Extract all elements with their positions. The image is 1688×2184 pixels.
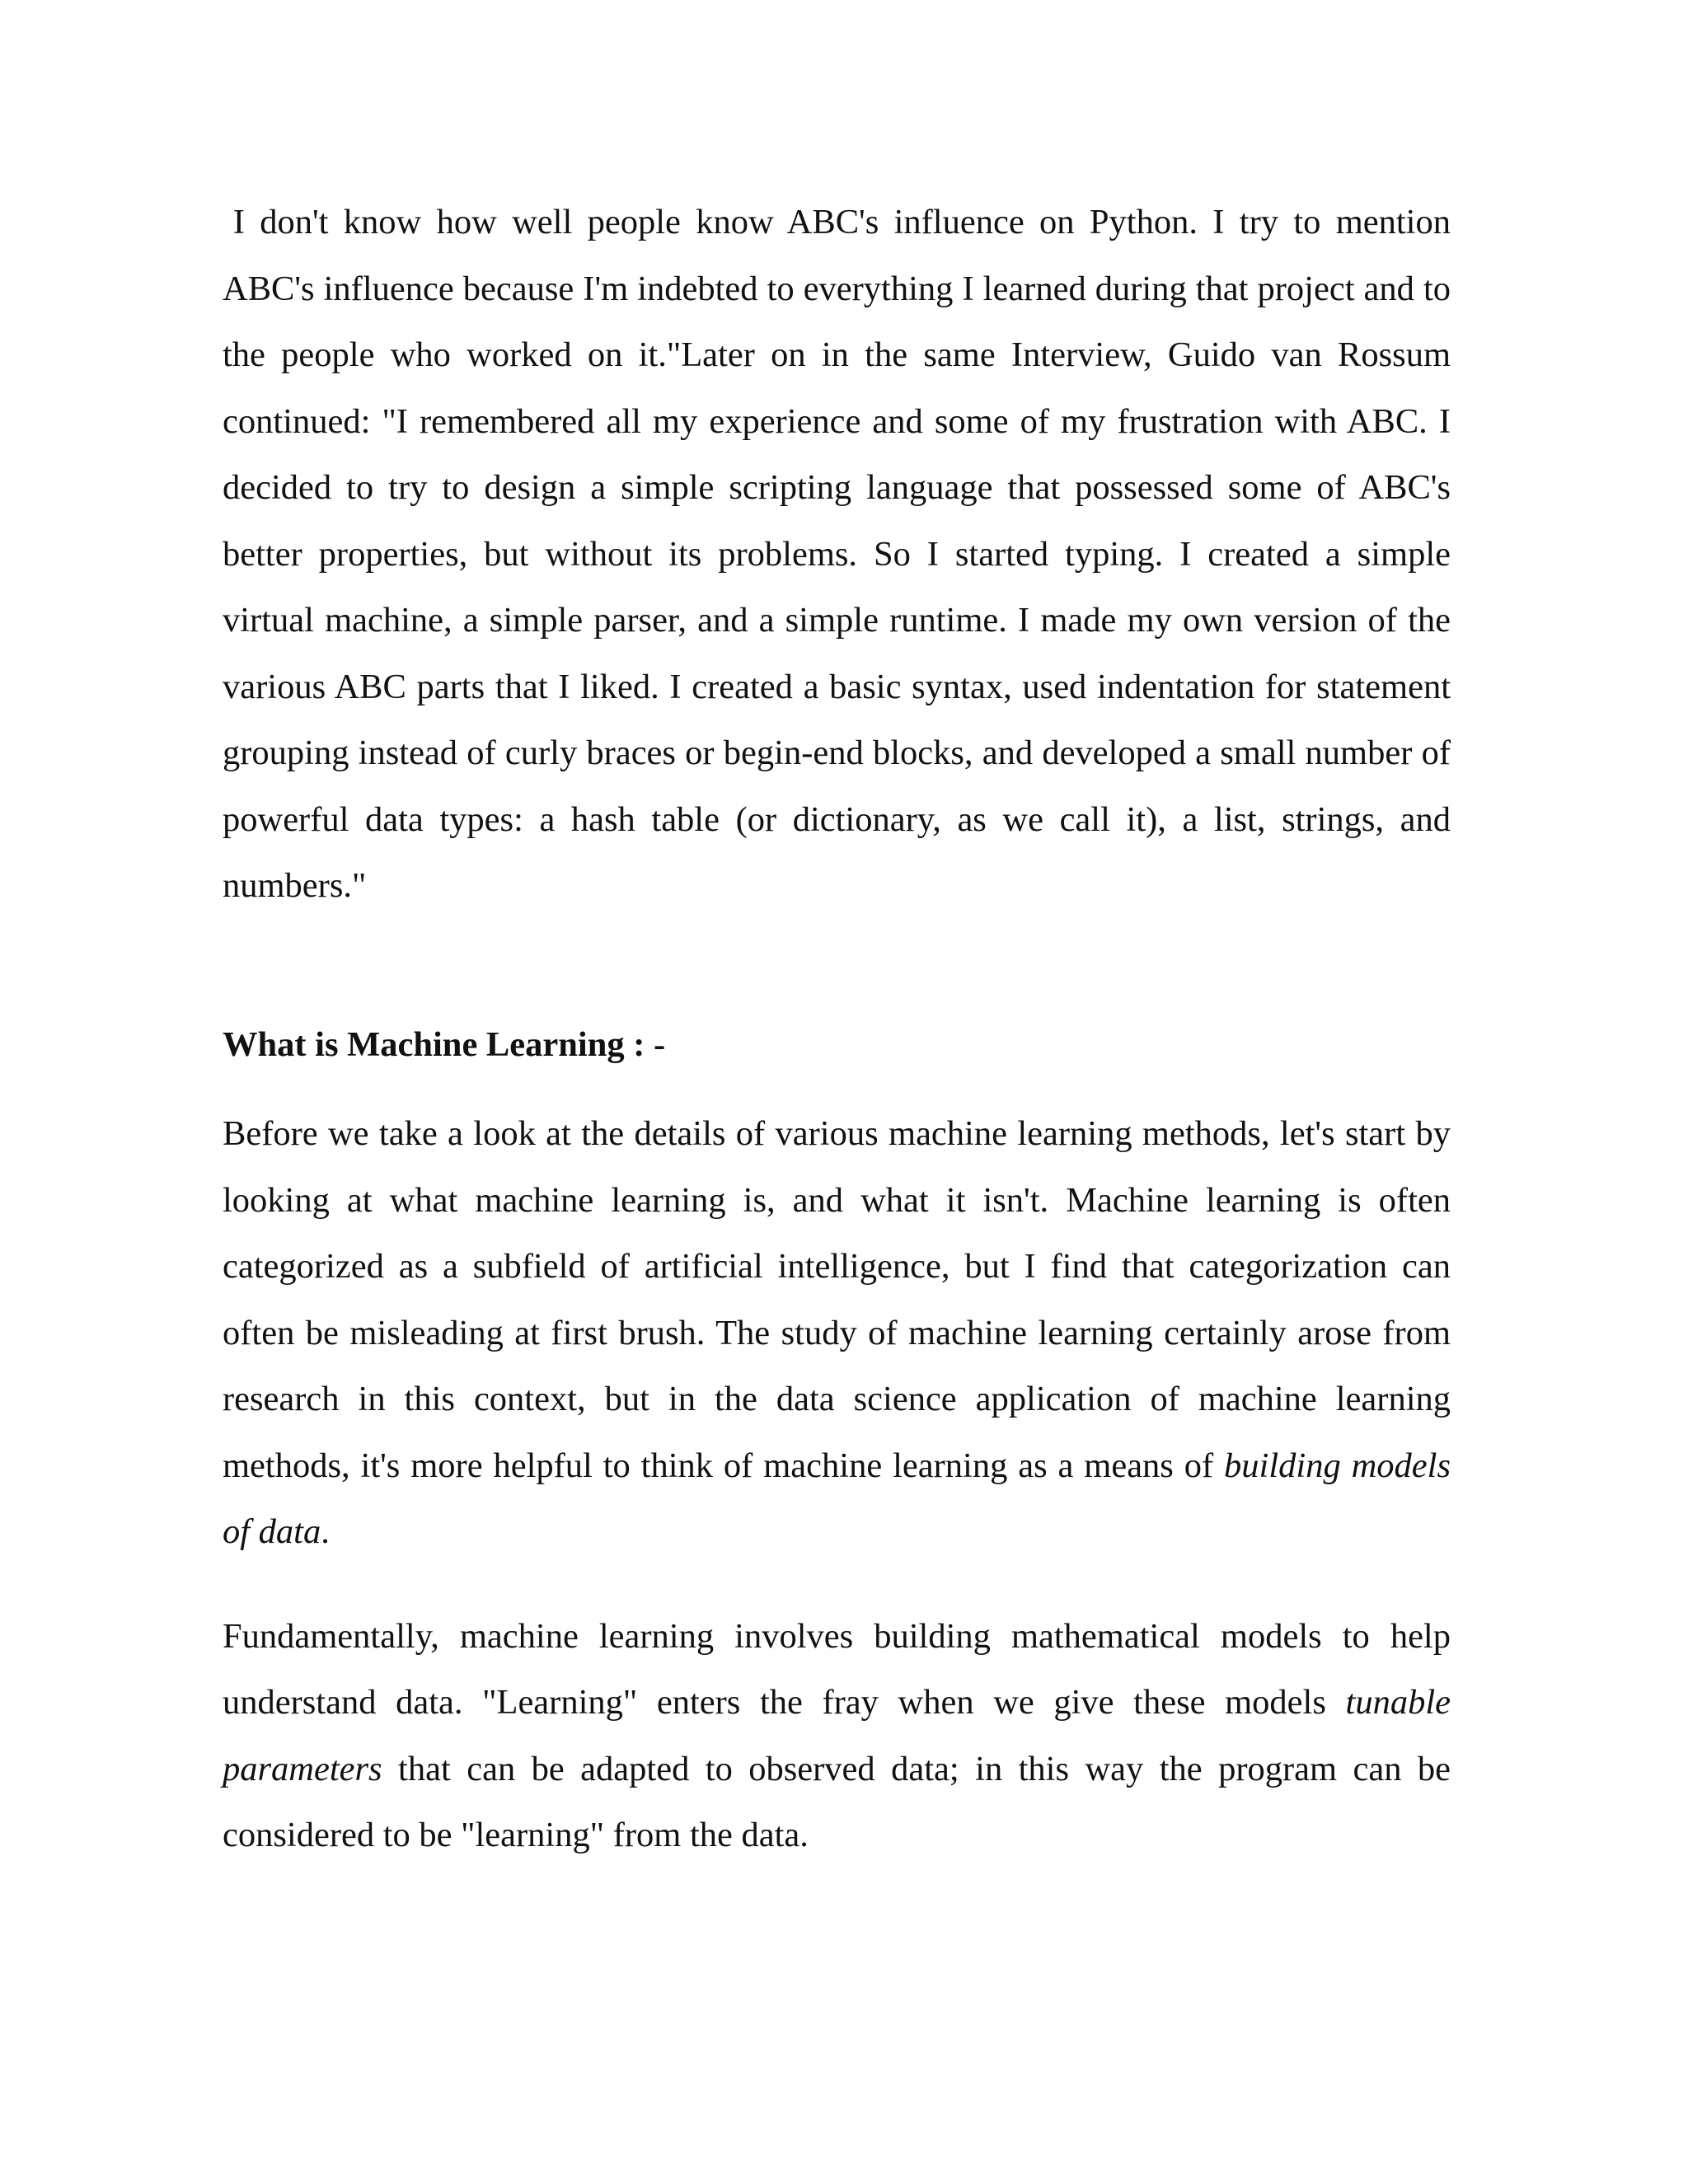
- paragraph-ml-intro-text: Before we take a look at the details of various machine learning methods, let's start by looking at what machine learning is, and what it isn't. Machine learning is often categorized as a subfield of artificial intelligence, but I find that categorization can often be misleading at first brush. The study of machine learning certainly arose from research in this context, but in the data science application of machine learning methods, it's more helpful to think of machine learning as a means of: [223, 1114, 1451, 1485]
- emphasis-building-models: building models of data: [223, 1446, 1451, 1551]
- paragraph-ml-fundamentals-start: Fundamentally, machine learning involves building mathematical models to help understand data. "Learning" enters the fray when we give these models: [223, 1616, 1451, 1722]
- paragraph-ml-intro: [223, 1101, 1451, 1566]
- paragraph-ml-fundamentals: [223, 1604, 1451, 1869]
- paragraph-ml-fundamentals-end: that can be adapted to observed data; in this way the program can be considered to be "learning" from the data.: [223, 1749, 1451, 1854]
- paragraph-ml-intro-end: .: [321, 1512, 330, 1551]
- paragraph-abc-influence: I don't know how well people know ABC's influence on Python. I try to mention ABC's influence because I'm indebted to everything I learned during that project and to the people who worked on it."Later on in the same Interview, Guido van Rossum continued: "I remembered all my experience and some of my frustration with ABC. I decided to try to design a simple scripting language that possessed some of ABC's better properties, but without its problems. So I started typing. I created a simple virtual machine, a simple parser, and a simple runtime. I made my own version of the various ABC parts that I liked. I created a basic syntax, used indentation for statement grouping instead of curly braces or begin-end blocks, and developed a small number of powerful data types: a hash table (or dictionary, as we call it), a list, strings, and numbers.": [223, 203, 1451, 905]
- emphasis-tunable-parameters: tunable parameters: [223, 1683, 1451, 1788]
- document-page: [223, 190, 1451, 1869]
- section-heading: What is Machine Learning : -: [223, 1024, 666, 1064]
